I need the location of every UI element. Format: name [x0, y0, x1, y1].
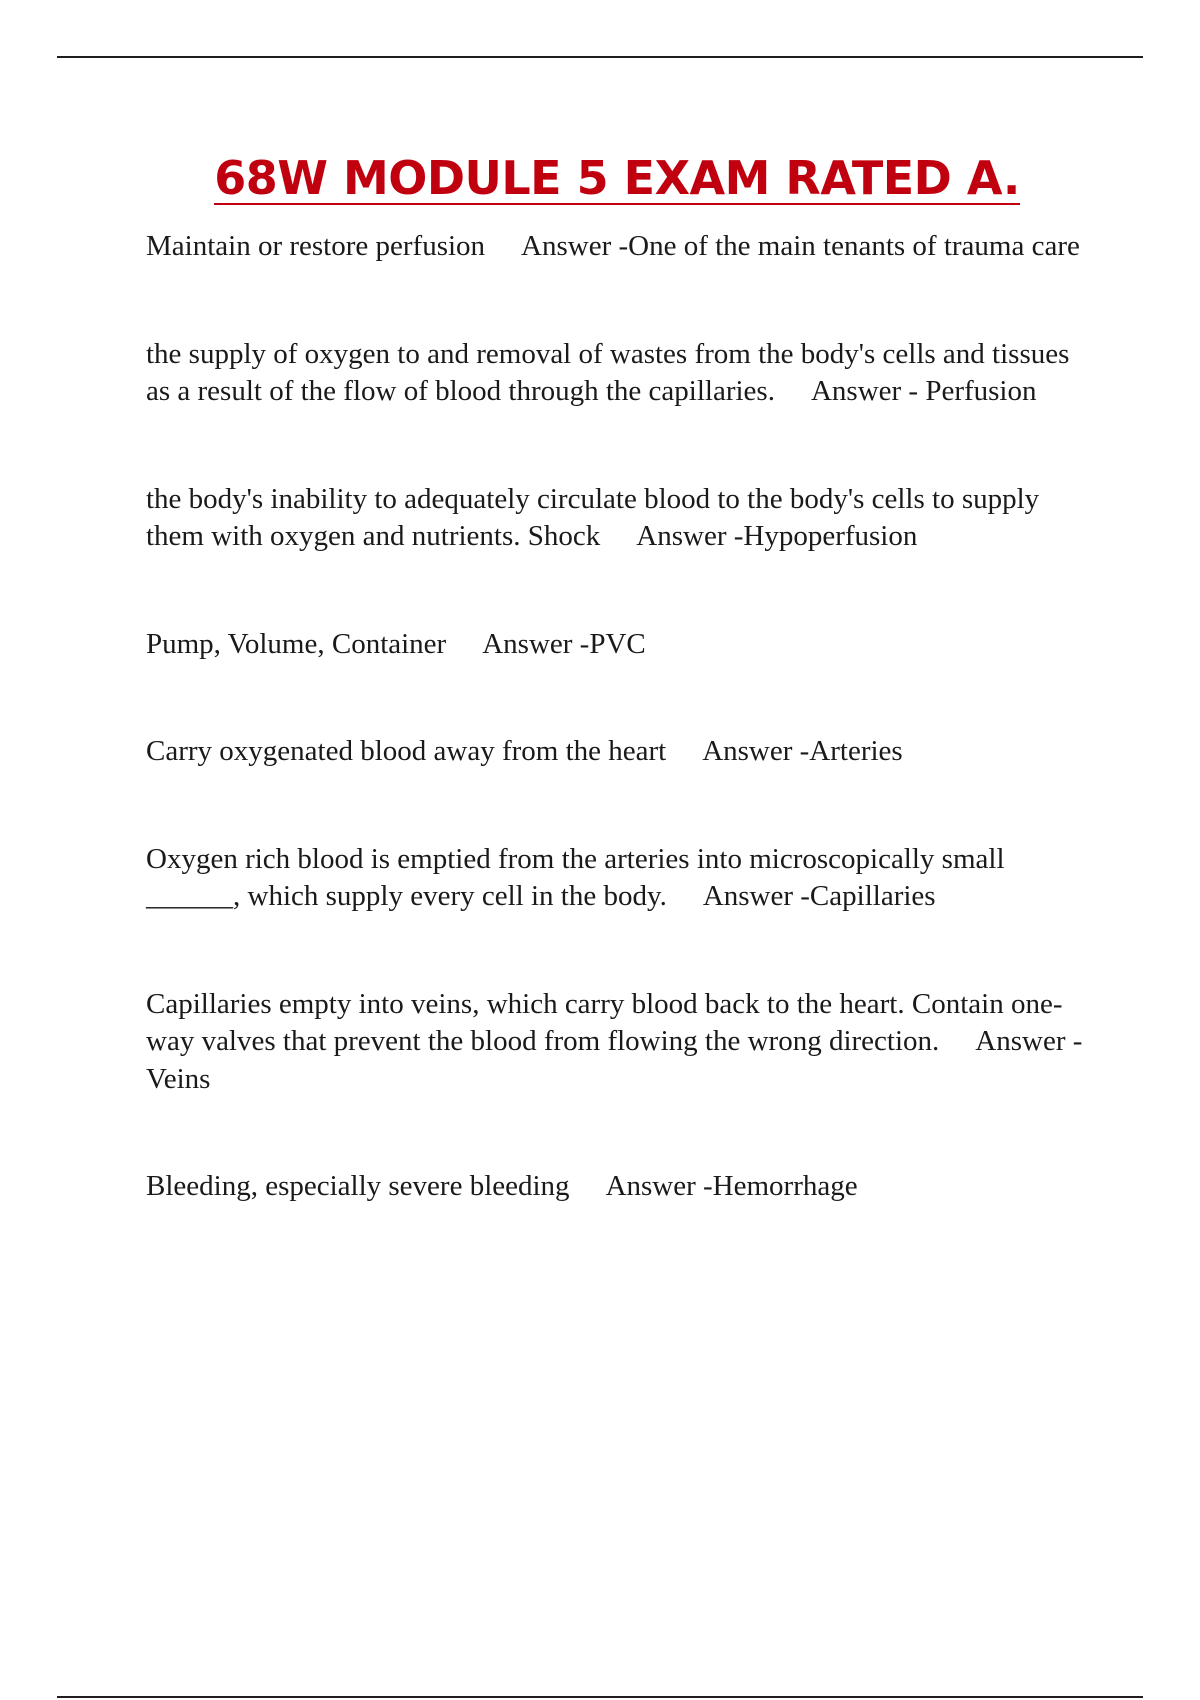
- qa-item: [146, 481, 1086, 556]
- qa-question: Bleeding, especially severe bleeding: [146, 1170, 570, 1202]
- top-rule: [57, 56, 1143, 58]
- qa-question: Capillaries empty into veins, which carry blood back to the heart. Contain one-way valves that prevent the blood from flowing the wrong direction.: [146, 987, 1063, 1057]
- qa-item: [146, 733, 1086, 771]
- qa-list: [146, 228, 1086, 1276]
- qa-item: [146, 228, 1086, 266]
- qa-item: [146, 1168, 1086, 1206]
- qa-question: Carry oxygenated blood away from the heart: [146, 735, 667, 767]
- qa-answer: Answer -Hypoperfusion: [636, 520, 918, 552]
- qa-question: Oxygen rich blood is emptied from the arteries into microscopically small ______, which supply every cell in the body.: [146, 842, 1005, 912]
- page-title: [0, 148, 1200, 208]
- qa-question: the body's inability to adequately circulate blood to the body's cells to supply them with oxygen and nutrients. Shock: [146, 482, 1040, 552]
- qa-item: [146, 336, 1086, 411]
- qa-question: Pump, Volume, Container: [146, 627, 447, 660]
- qa-question: Maintain or restore perfusion: [146, 230, 486, 262]
- qa-question: the supply of oxygen to and removal of wastes from the body's cells and tissues as a result of the flow of blood through the capillaries.: [146, 337, 1070, 407]
- qa-item: [146, 626, 1086, 664]
- bottom-rule: [57, 1696, 1143, 1698]
- qa-item: [146, 841, 1086, 916]
- qa-answer: Answer -Veins: [146, 1025, 1083, 1095]
- qa-answer: Answer - Perfusion: [810, 375, 1037, 407]
- qa-answer: Answer -One of the main tenants of trauma care: [521, 230, 1080, 262]
- page-title-text: 68W MODULE 5 EXAM RATED A.: [214, 151, 1020, 205]
- qa-answer: Answer -Hemorrhage: [605, 1170, 858, 1202]
- qa-item: [146, 986, 1086, 1099]
- qa-answer: Answer -Arteries: [702, 735, 903, 767]
- qa-answer: Answer -PVC: [482, 627, 646, 660]
- qa-answer: Answer -Capillaries: [702, 880, 936, 912]
